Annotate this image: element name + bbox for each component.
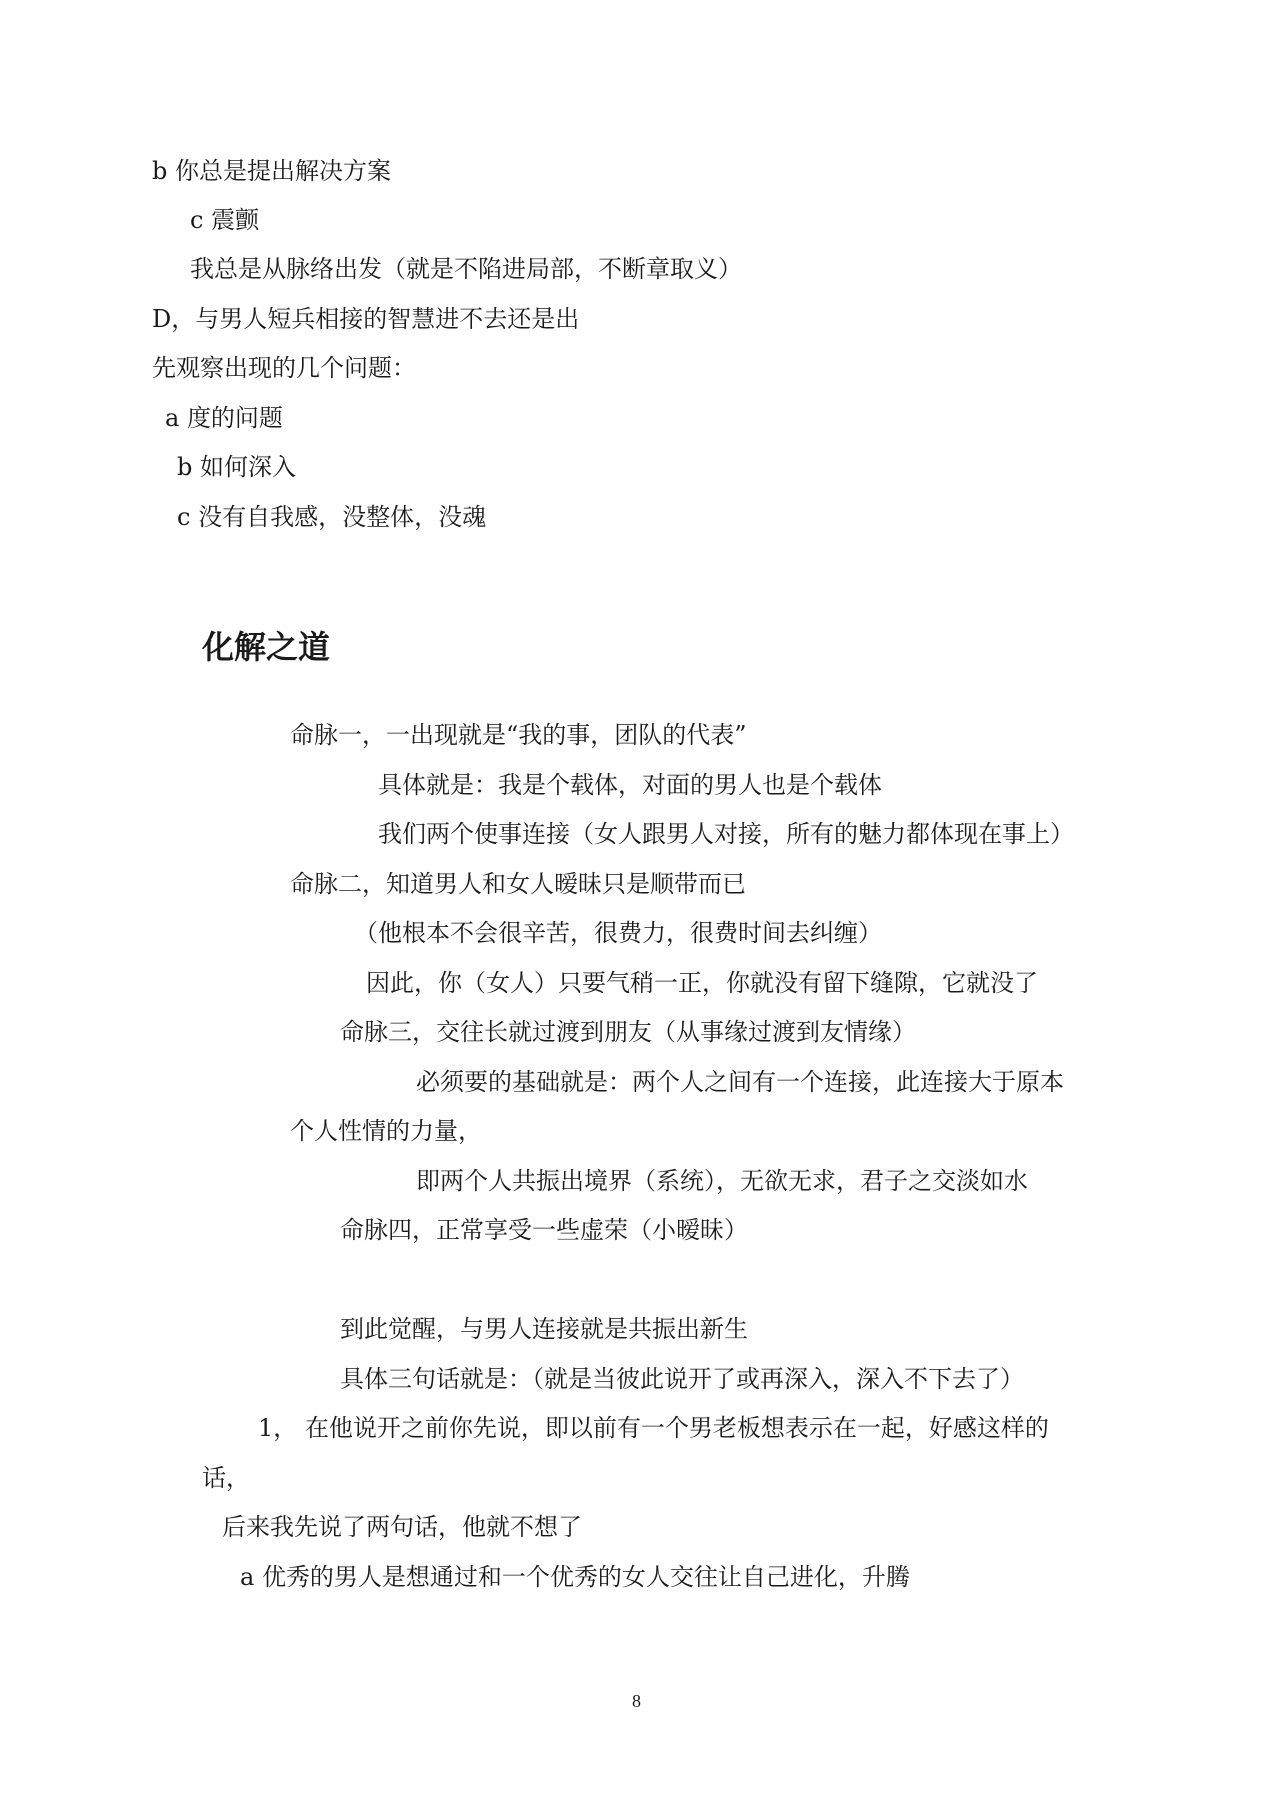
text-line: b 你总是提出解决方案 — [152, 157, 391, 185]
text-line: 命脉四，正常享受一些虚荣（小暧昧） — [340, 1216, 748, 1244]
text-line: c 没有自我感，没整体，没魂 — [177, 503, 487, 531]
text-line: 命脉三，交往长就过渡到朋友（从事缘过渡到友情缘） — [340, 1018, 916, 1046]
text-line: 1， 在他说开之前你先说，即以前有一个男老板想表示在一起，好感这样的 — [258, 1414, 1049, 1442]
text-line: a 优秀的男人是想通过和一个优秀的女人交往让自己进化，升腾 — [240, 1563, 910, 1591]
text-line: c 震颤 — [190, 206, 260, 234]
text-line: 命脉一，一出现就是“我的事，团队的代表” — [290, 721, 747, 749]
text-line: 个人性情的力量， — [290, 1117, 482, 1145]
text-line: 后来我先说了两句话，他就不想了 — [222, 1513, 582, 1541]
text-line: 必须要的基础就是：两个人之间有一个连接，此连接大于原本 — [416, 1068, 1064, 1096]
text-line: b 如何深入 — [177, 453, 296, 481]
text-line: D，与男人短兵相接的智慧进不去还是出 — [152, 305, 580, 333]
text-line: 到此觉醒，与男人连接就是共振出新生 — [340, 1315, 748, 1343]
text-line: 先观察出现的几个问题： — [152, 354, 416, 382]
page-number: 8 — [632, 1691, 641, 1711]
text-line: 即两个人共振出境界（系统），无欲无求，君子之交淡如水 — [416, 1167, 1028, 1195]
text-line: 具体三句话就是：（就是当彼此说开了或再深入，深入不下去了） — [340, 1365, 1024, 1393]
text-line: 我总是从脉络出发（就是不陷进局部，不断章取义） — [190, 255, 742, 283]
text-line: 我们两个使事连接（女人跟男人对接，所有的魅力都体现在事上） — [378, 820, 1074, 848]
section-heading: 化解之道 — [202, 628, 331, 666]
text-line: 话， — [202, 1464, 250, 1492]
text-line: 因此，你（女人）只要气稍一正，你就没有留下缝隙，它就没了 — [366, 969, 1038, 997]
text-line: a 度的问题 — [165, 404, 283, 432]
text-line: （他根本不会很辛苦，很费力，很费时间去纠缠） — [354, 919, 882, 947]
text-line: 具体就是：我是个载体，对面的男人也是个载体 — [378, 771, 882, 799]
text-line: 命脉二，知道男人和女人暧昧只是顺带而已 — [290, 870, 746, 898]
